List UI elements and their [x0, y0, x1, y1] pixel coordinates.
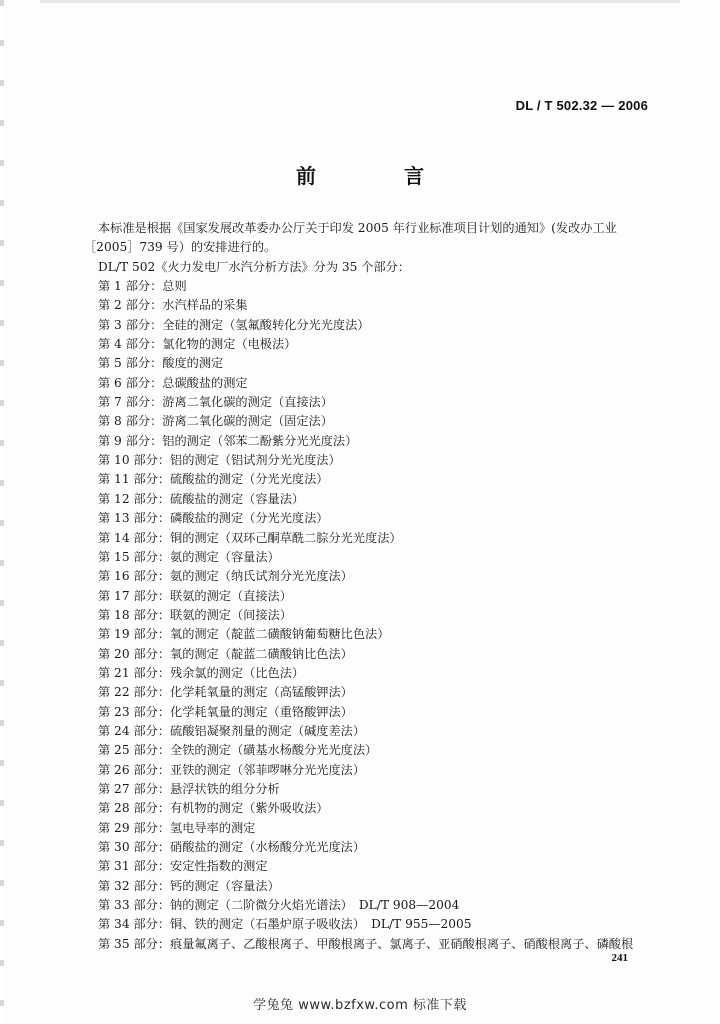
watermark-text: 学兔兔 www.bzfxw.com 标准下载 — [253, 998, 467, 1013]
intro-line-1: 本标准是根据《国家发展改革委办公厅关于印发 2005 年行业标准项目计划的通知》(发改办工业 — [98, 221, 617, 235]
part-item: 第 6 部分：总碳酸盐的测定 — [98, 375, 248, 390]
part-item: 第 22 部分：化学耗氧量的测定（高锰酸钾法） — [98, 685, 353, 700]
part-item: 第 8 部分：游离二氧化碳的测定（固定法） — [98, 414, 333, 429]
part-item: 第 24 部分：硫酸铝凝聚剂量的测定（碱度差法） — [98, 723, 366, 738]
page-number: 241 — [611, 952, 628, 964]
scan-edge-artifact — [0, 0, 4, 1024]
part-item: 第 29 部分：氢电导率的测定 — [98, 820, 256, 835]
part-item: 第 25 部分：全铁的测定（磺基水杨酸分光光度法） — [98, 743, 378, 758]
part-item: 第 4 部分：氯化物的测定（电极法） — [98, 337, 297, 352]
part-item: 第 32 部分：钙的测定（容量法） — [98, 878, 280, 893]
part-item: 第 11 部分：硫酸盐的测定（分光光度法） — [98, 472, 329, 487]
part-item: 第 35 部分：痕量氟离子、乙酸根离子、甲酸根离子、氯离子、亚硝酸根离子、硝酸根离子、磷酸根 — [98, 936, 634, 951]
part-item: 第 13 部分：磷酸盐的测定（分光光度法） — [98, 511, 329, 526]
standard-code: DL / T 502.32 — 2006 — [515, 98, 648, 113]
part-item: 第 21 部分：残余氯的测定（比色法） — [98, 665, 305, 680]
part-item: 第 18 部分：联氨的测定（间接法） — [98, 607, 292, 622]
part-item: 第 28 部分：有机物的测定（紫外吸收法） — [98, 801, 329, 816]
part-item: 第 1 部分：总则 — [98, 279, 187, 294]
part-item: 第 27 部分：悬浮状铁的组分分析 — [98, 781, 280, 796]
body-text — [84, 219, 658, 954]
page-title: 前 言 — [296, 164, 458, 188]
intro-line-2: ［2005］739 号）的安排进行的。 — [84, 240, 277, 255]
part-item: 第 2 部分：水汽样品的采集 — [98, 298, 248, 313]
part-item: 第 3 部分：全硅的测定（氢氟酸转化分光光度法） — [98, 317, 370, 332]
part-item: 第 15 部分：氨的测定（容量法） — [98, 549, 280, 564]
part-item: 第 5 部分：酸度的测定 — [98, 356, 224, 371]
part-item: 第 20 部分：氧的测定（靛蓝二磺酸钠比色法） — [98, 646, 353, 661]
part-item: 第 14 部分：铜的测定（双环己酮草酰二腙分光光度法） — [98, 530, 402, 545]
part-item: 第 16 部分：氨的测定（纳氏试剂分光光度法） — [98, 569, 353, 584]
intro-line-3: DL/T 502《火力发电厂水汽分析方法》分为 35 个部分： — [98, 259, 411, 274]
part-item: 第 31 部分：安定性指数的测定 — [98, 859, 268, 874]
part-item: 第 12 部分：硫酸盐的测定（容量法） — [98, 491, 305, 506]
part-item: 第 17 部分：联氨的测定（直接法） — [98, 588, 292, 603]
scan-top-artifact — [40, 0, 680, 3]
part-item: 第 7 部分：游离二氧化碳的测定（直接法） — [98, 395, 333, 410]
parts-list — [84, 277, 658, 954]
part-item: 第 10 部分：铝的测定（铝试剂分光光度法） — [98, 453, 341, 468]
part-item: 第 33 部分：钠的测定（二阶微分火焰光谱法） DL/T 908—2004 — [98, 898, 460, 913]
part-item: 第 34 部分：铜、铁的测定（石墨炉原子吸收法） DL/T 955—2005 — [98, 917, 472, 932]
part-item: 第 19 部分：氧的测定（靛蓝二磺酸钠葡萄糖比色法） — [98, 627, 390, 642]
part-item: 第 9 部分：铝的测定（邻苯二酚紫分光光度法） — [98, 433, 358, 448]
part-item: 第 23 部分：化学耗氧量的测定（重铬酸钾法） — [98, 704, 353, 719]
part-item: 第 26 部分：亚铁的测定（邻菲啰啉分光光度法） — [98, 762, 366, 777]
part-item: 第 30 部分：硝酸盐的测定（水杨酸分光光度法） — [98, 840, 366, 854]
